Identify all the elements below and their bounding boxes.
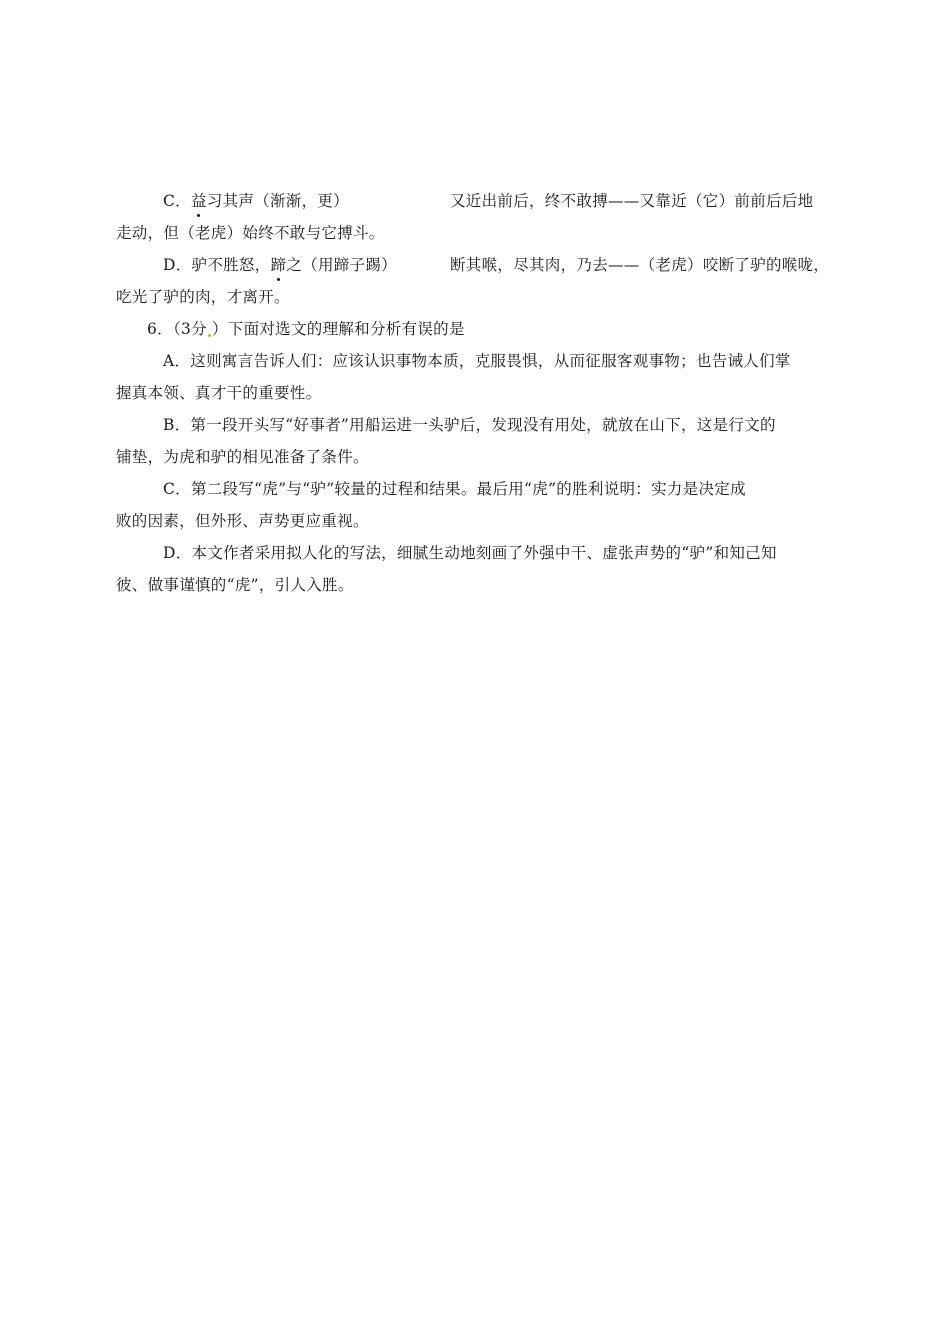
annotation-dot-icon (208, 334, 211, 337)
q6-option-a-line2: 握真本领、真才干的重要性。 (116, 384, 322, 402)
q5-option-c-line1 (163, 191, 349, 211)
q5-option-d-phrase-after: 之（用蹄子踢） (286, 256, 397, 274)
q5-option-d-translation-2: 吃光了驴的肉，才离开。 (116, 288, 290, 306)
q5-option-d-label: D． (163, 256, 192, 274)
q6-option-c-line2: 败的因素，但外形、声势更应重视。 (116, 512, 369, 530)
q5-option-c-translation-2: 走动，但（老虎）始终不敢与它搏斗。 (116, 224, 385, 242)
q5-option-c-label: C． (163, 192, 191, 210)
q5-option-c-phrase: 习其声（渐渐，更） (206, 192, 349, 210)
q6-number: 6．（3分 (147, 320, 207, 338)
q5-option-c-marked-char: 益 (190, 192, 207, 210)
q6-option-d-line2: 彼、做事谨慎的“虎”，引人入胜。 (116, 576, 354, 594)
q6-option-b-line2: 铺垫，为虎和驴的相见准备了条件。 (116, 448, 369, 466)
q6-stem (147, 319, 465, 339)
q5-option-d-translation-1: 断其喉，尽其肉，乃去——（老虎）咬断了驴的喉咙， (450, 256, 830, 274)
q5-option-d-phrase-before: 驴不胜怒， (191, 256, 271, 274)
q6-option-b-line1: B．第一段开头写“好事者”用船运进一头驴后，发现没有用处，就放在山下，这是行文的 (163, 416, 776, 434)
q6-question-text: ）下面对选文的理解和分析有误的是 (211, 320, 465, 338)
q5-option-d-line1 (163, 255, 397, 275)
q5-option-d-marked-char: 蹄 (270, 256, 287, 274)
q6-option-a-line1: A．这则寓言告诉人们：应该认识事物本质，克服畏惧，从而征服客观事物；也告诫人们掌 (163, 352, 791, 370)
q6-option-c-line1: C．第二段写“虎”与“驴”较量的过程和结果。最后用“虎”的胜利说明：实力是决定成 (163, 480, 746, 498)
q5-option-c-translation-1: 又近出前后，终不敢搏——又靠近（它）前前后后地 (450, 192, 814, 210)
q6-option-d-line1: D．本文作者采用拟人化的写法，细腻生动地刻画了外强中干、虚张声势的“驴”和知己知 (163, 544, 777, 562)
